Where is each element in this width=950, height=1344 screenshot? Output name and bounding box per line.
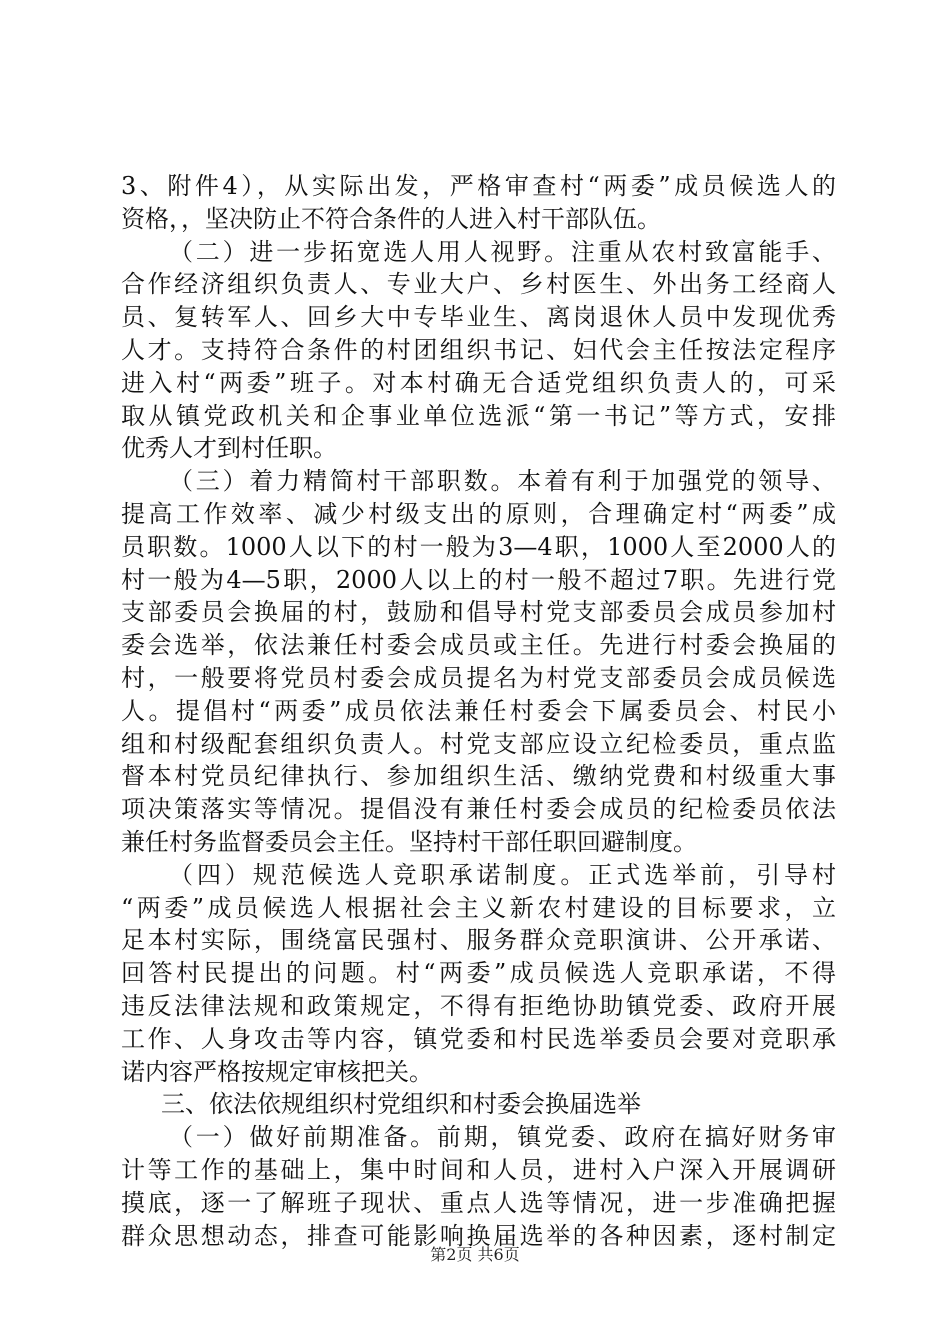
document-body — [121, 170, 836, 1252]
text-line: 项决策落实等情况。提倡没有兼任村委会成员的纪检委员依法 — [121, 795, 836, 824]
text-line: （一）做好前期准备。前期，镇党委、政府在搞好财务审 — [169, 1123, 836, 1152]
text-line: 兼任村务监督委员会主任。坚持村干部任职回避制度。 — [121, 827, 697, 856]
text-line: 员职数。1000人以下的村一般为3—4职，1000人至2000人的 — [121, 532, 836, 561]
text-line: 违反法律法规和政策规定，不得有拒绝协助镇党委、政府开展 — [121, 991, 836, 1020]
page-number-label: 第2页 共6页 — [430, 1245, 520, 1264]
text-line: 进入村“两委”班子。对本村确无合适党组织负责人的，可采 — [121, 368, 836, 397]
text-line: 诺内容严格按规定审核把关。 — [121, 1057, 433, 1086]
text-line: 提高工作效率、减少村级支出的原则，合理确定村“两委”成 — [121, 499, 836, 528]
text-line: 合作经济组织负责人、专业大户、乡村医生、外出务工经商人 — [121, 270, 836, 299]
text-line: （四）规范候选人竞职承诺制度。正式选举前，引导村 — [169, 860, 836, 889]
text-line: 资格，，坚决防止不符合条件的人进入村干部队伍。 — [121, 204, 661, 233]
text-line: 组和村级配套组织负责人。村党支部应设立纪检委员，重点监 — [121, 729, 836, 758]
text-line: 员、复转军人、回乡大中专毕业生、离岗退休人员中发现优秀 — [121, 303, 836, 332]
text-line: 回答村民提出的问题。村“两委”成员候选人竞职承诺，不得 — [121, 959, 836, 988]
text-line: 支部委员会换届的村，鼓励和倡导村党支部委员会成员参加村 — [121, 598, 836, 627]
text-line: 督本村党员纪律执行、参加组织生活、缴纳党费和村级重大事 — [121, 762, 836, 791]
text-line: 委会选举，依法兼任村委会成员或主任。先进行村委会换届的 — [121, 631, 836, 660]
text-line: 工作、人身攻击等内容，镇党委和村民选举委员会要对竞职承 — [121, 1024, 836, 1053]
text-line: 人。提倡村“两委”成员依法兼任村委会下属委员会、村民小 — [121, 696, 836, 725]
page-footer — [0, 1242, 950, 1265]
text-line: 优秀人才到村任职。 — [121, 434, 337, 463]
text-line: 足本村实际，围绕富民强村、服务群众竞职演讲、公开承诺、 — [121, 926, 836, 955]
text-line: 三、依法依规组织村党组织和村委会换届选举 — [161, 1090, 641, 1119]
text-line: 群众思想动态，排查可能影响换届选举的各种因素，逐村制定 — [121, 1221, 836, 1250]
text-line: 3、附件4），从实际出发，严格审查村“两委”成员候选人的 — [121, 172, 836, 200]
text-line: 计等工作的基础上，集中时间和人员，进村入户深入开展调研 — [121, 1155, 836, 1184]
text-line: （三）着力精简村干部职数。本着有利于加强党的领导、 — [169, 467, 836, 496]
text-line: 摸底，逐一了解班子现状、重点人选等情况，进一步准确把握 — [121, 1188, 836, 1217]
text-line: 人才。支持符合条件的村团组织书记、妇代会主任按法定程序 — [121, 335, 836, 364]
text-line: 村，一般要将党员村委会成员提名为村党支部委员会成员候选 — [121, 663, 836, 692]
text-line: “两委”成员候选人根据社会主义新农村建设的目标要求，立 — [121, 893, 836, 922]
text-line: （二）进一步拓宽选人用人视野。注重从农村致富能手、 — [169, 237, 836, 266]
text-line: 取从镇党政机关和企事业单位选派“第一书记”等方式，安排 — [121, 401, 836, 430]
text-line: 村一般为4—5职，2000人以上的村一般不超过7职。先进行党 — [121, 565, 836, 594]
